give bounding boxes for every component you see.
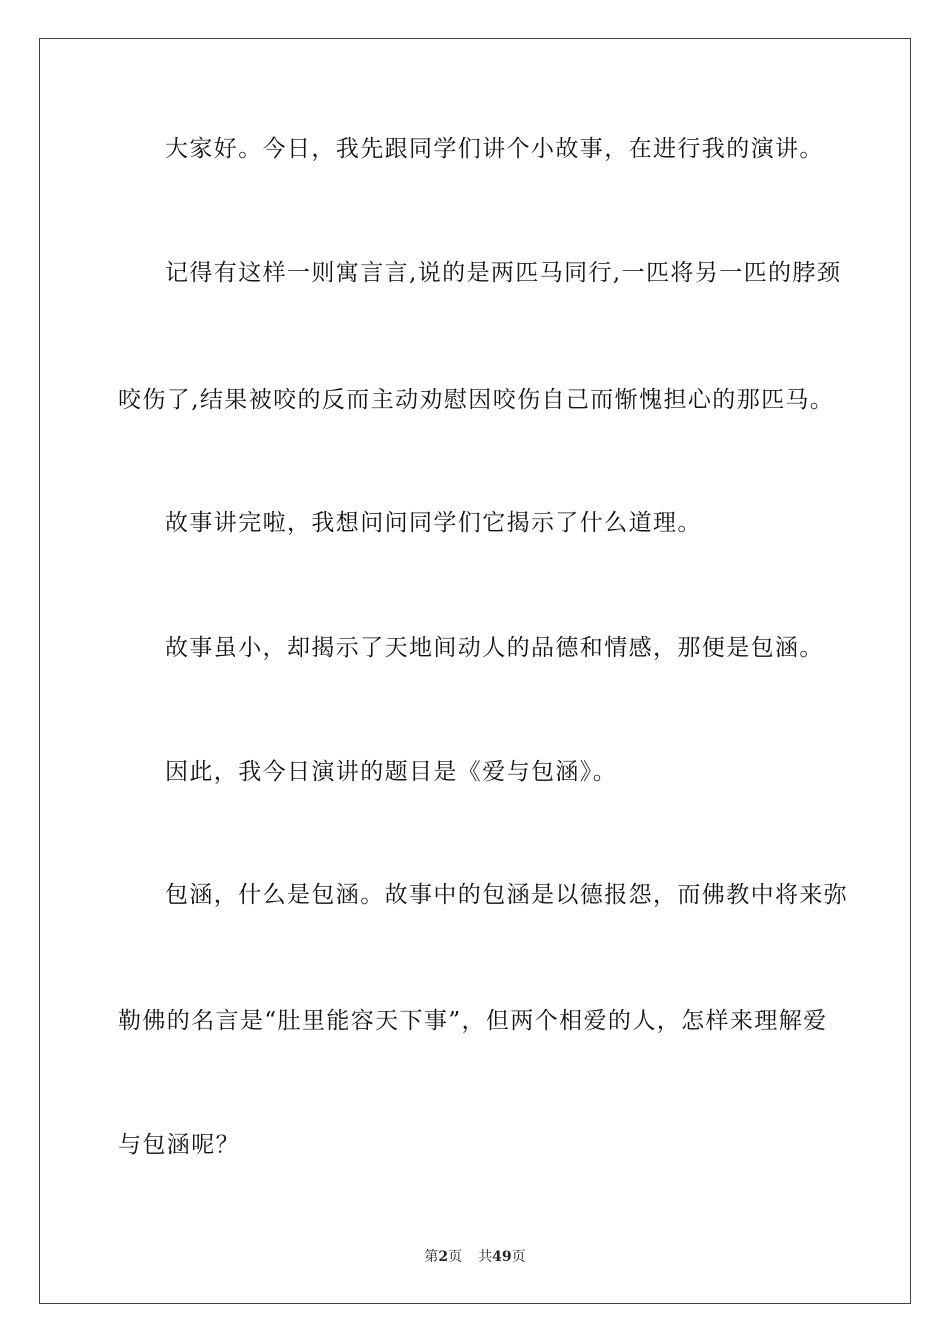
- page-prefix: 第: [424, 1249, 439, 1265]
- total-pages: 49: [492, 1249, 512, 1265]
- page-suffix: 页: [448, 1249, 463, 1265]
- paragraph-line-3: 咬伤了,结果被咬的反而主动劝慰因咬伤自己而惭愧担心的那匹马。: [118, 387, 835, 413]
- paragraph-line-5: 故事虽小，却揭示了天地间动人的品德和情感，那便是包涵。: [165, 635, 824, 661]
- total-prefix: 共: [478, 1249, 493, 1265]
- paragraph-line-2: 记得有这样一则寓言言,说的是两匹马同行,一匹将另一匹的脖颈: [165, 260, 842, 286]
- paragraph-line-4: 故事讲完啦，我想问问同学们它揭示了什么道理。: [165, 510, 702, 536]
- page-frame: [39, 38, 911, 1304]
- paragraph-line-8: 勒佛的名言是“肚里能容天下事”，但两个相爱的人，怎样来理解爱: [118, 1008, 828, 1034]
- page-footer: [0, 1247, 950, 1267]
- total-suffix: 页: [511, 1249, 526, 1265]
- page-number: 2: [438, 1249, 449, 1265]
- paragraph-line-6: 因此，我今日演讲的题目是《爱与包涵》。: [165, 759, 618, 785]
- paragraph-line-1: 大家好。今日，我先跟同学们讲个小故事，在进行我的演讲。: [165, 136, 824, 162]
- paragraph-line-9: 与包涵呢？: [118, 1132, 240, 1158]
- paragraph-line-7: 包涵，什么是包涵。故事中的包涵是以德报怨，而佛教中将来弥: [165, 882, 849, 908]
